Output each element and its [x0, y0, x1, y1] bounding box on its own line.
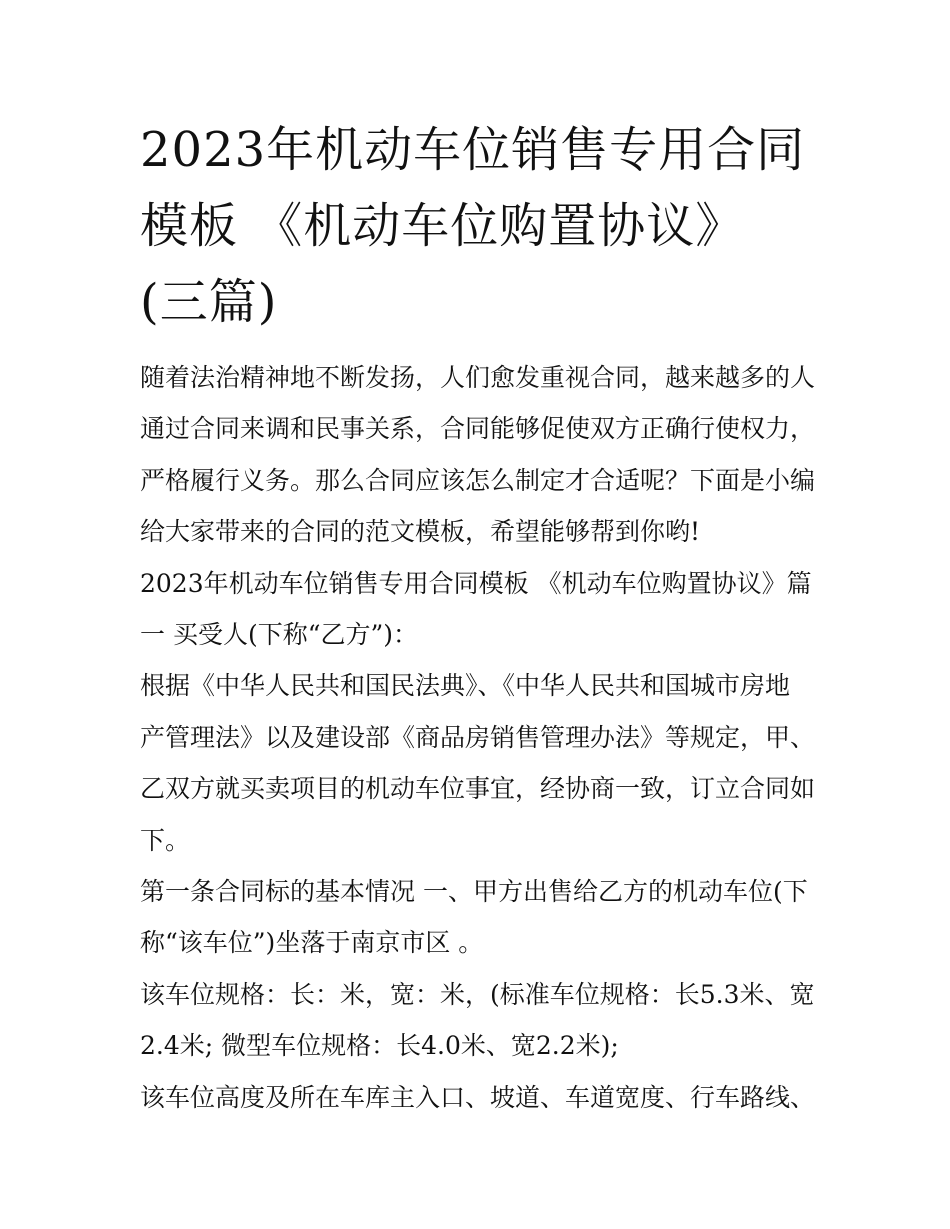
body-line: 随着法治精神地不断发扬，人们愈发重视合同，越来越多的人 [140, 363, 816, 392]
body-line: 一 买受人(下称“乙方”)： [140, 620, 419, 650]
body-line: 产管理法》以及建设部《商品房销售管理办法》等规定，甲、 [140, 722, 816, 752]
body-line: 第一条合同标的基本情况 一、甲方出售给乙方的机动车位(下 [140, 877, 808, 907]
document-body [140, 352, 820, 1123]
body-line: 乙双方就买卖项目的机动车位事宜，经协商一致，订立合同如 [140, 774, 816, 804]
body-line: 通过合同来调和民事关系，合同能够促使双方正确行使权力， [140, 414, 816, 444]
body-line: 2.4米; 微型车位规格：长4.0米、宽2.2米); [140, 1031, 619, 1061]
title-line: (三篇) [140, 274, 278, 330]
body-line: 根据《中华人民共和国民法典》、《中华人民共和国城市房地 [140, 671, 791, 701]
body-line: 称“该车位”)坐落于南京市区 。 [140, 928, 484, 958]
body-line: 给大家带来的合同的范文模板，希望能够帮到你哟! [140, 517, 701, 547]
body-line: 该车位高度及所在车库主入口、坡道、车道宽度、行车路线、 [140, 1082, 816, 1112]
body-line: 2023年机动车位销售专用合同模板 《机动车位购置协议》篇 [140, 568, 812, 598]
title-line: 模板 《机动车位购置协议》 [140, 198, 745, 254]
title-line: 2023年机动车位销售专用合同 [140, 122, 806, 178]
body-line: 下。 [140, 825, 191, 855]
document-title [140, 112, 820, 340]
body-line: 该车位规格：长：米，宽：米，(标准车位规格：长5.3米、宽 [140, 979, 815, 1009]
body-line: 严格履行义务。那么合同应该怎么制定才合适呢？下面是小编 [140, 465, 816, 495]
